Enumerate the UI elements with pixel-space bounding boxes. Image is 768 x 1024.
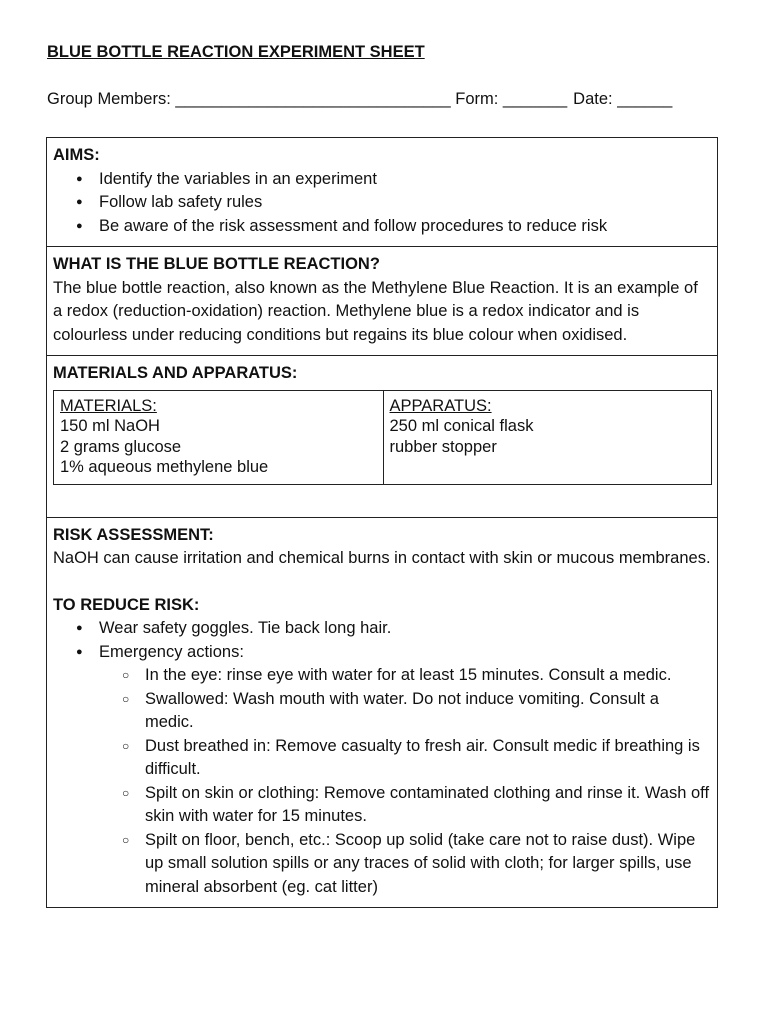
materials-apparatus-table (53, 390, 712, 485)
materials-heading: MATERIALS: (60, 396, 157, 415)
page-title: BLUE BOTTLE REACTION EXPERIMENT SHEET (47, 43, 425, 61)
emergency-actions-label: Emergency actions: (99, 642, 244, 661)
date-blank[interactable]: ______ (617, 90, 673, 108)
group-members-blank[interactable]: ______________________________ (175, 90, 451, 108)
apparatus-cell (383, 391, 712, 484)
list-item: ○ Swallowed: Wash mouth with water. Do not induce vomiting. Consult a medic. (145, 688, 711, 735)
form-blank[interactable]: _______ (502, 90, 568, 108)
material-item: 150 ml NaOH (60, 417, 160, 435)
list-item: ● Wear safety goggles. Tie back long hair. (99, 617, 711, 641)
worksheet-table (46, 137, 718, 908)
apparatus-item: rubber stopper (389, 437, 497, 456)
aims-list (53, 168, 711, 239)
header-fields (47, 90, 672, 109)
list-item: ○ In the eye: rinse eye with water for at least 15 minutes. Consult a medic. (145, 664, 711, 688)
list-item: ● Identify the variables in an experiment (99, 168, 711, 192)
emergency-list (99, 664, 711, 899)
list-item: ○ Spilt on skin or clothing: Remove contaminated clothing and rinse it. Wash off skin with water for 15 minutes. (145, 782, 711, 829)
materials-apparatus-heading: MATERIALS AND APPARATUS: (53, 364, 298, 382)
what-is-section (47, 247, 717, 356)
reduce-risk-list (53, 617, 711, 899)
apparatus-heading: APPARATUS: (389, 396, 492, 415)
what-is-body: The blue bottle reaction, also known as the Methylene Blue Reaction. It is an example of a redox (reduction-oxidation) reaction. Methylene blue is a redox indicator and is colourless under reducing conditions but regains its blue colour when oxidised. (53, 278, 698, 344)
list-item: ○ Dust breathed in: Remove casualty to fresh air. Consult medic if breathing is difficult. (145, 735, 711, 782)
list-item: ● Follow lab safety rules (99, 191, 711, 215)
what-is-heading: WHAT IS THE BLUE BOTTLE REACTION? (53, 255, 380, 273)
form-label: Form: (450, 90, 503, 108)
materials-cell (54, 391, 383, 484)
apparatus-item: 250 ml conical flask (389, 417, 534, 435)
materials-apparatus-section (47, 356, 717, 518)
material-item: 2 grams glucose (60, 437, 182, 456)
list-item: ○ Spilt on floor, bench, etc.: Scoop up solid (take care not to raise dust). Wipe up small solution spills or any traces of solid with cloth; for larger spills, use mineral absorbent (eg. cat litter) (145, 829, 711, 900)
reduce-risk-heading: TO REDUCE RISK: (53, 595, 200, 614)
risk-heading: RISK ASSESSMENT: (53, 525, 214, 544)
date-label: Date: (573, 90, 618, 108)
risk-body: NaOH can cause irritation and chemical burns in contact with skin or mucous membranes. (53, 549, 711, 567)
aims-section (47, 138, 717, 247)
list-item (99, 641, 711, 900)
risk-section (47, 518, 717, 908)
material-item: 1% aqueous methylene blue (60, 458, 269, 476)
aims-heading: AIMS: (53, 146, 100, 164)
group-members-label: Group Members: (47, 90, 176, 108)
list-item: ● Be aware of the risk assessment and follow procedures to reduce risk (99, 215, 711, 239)
